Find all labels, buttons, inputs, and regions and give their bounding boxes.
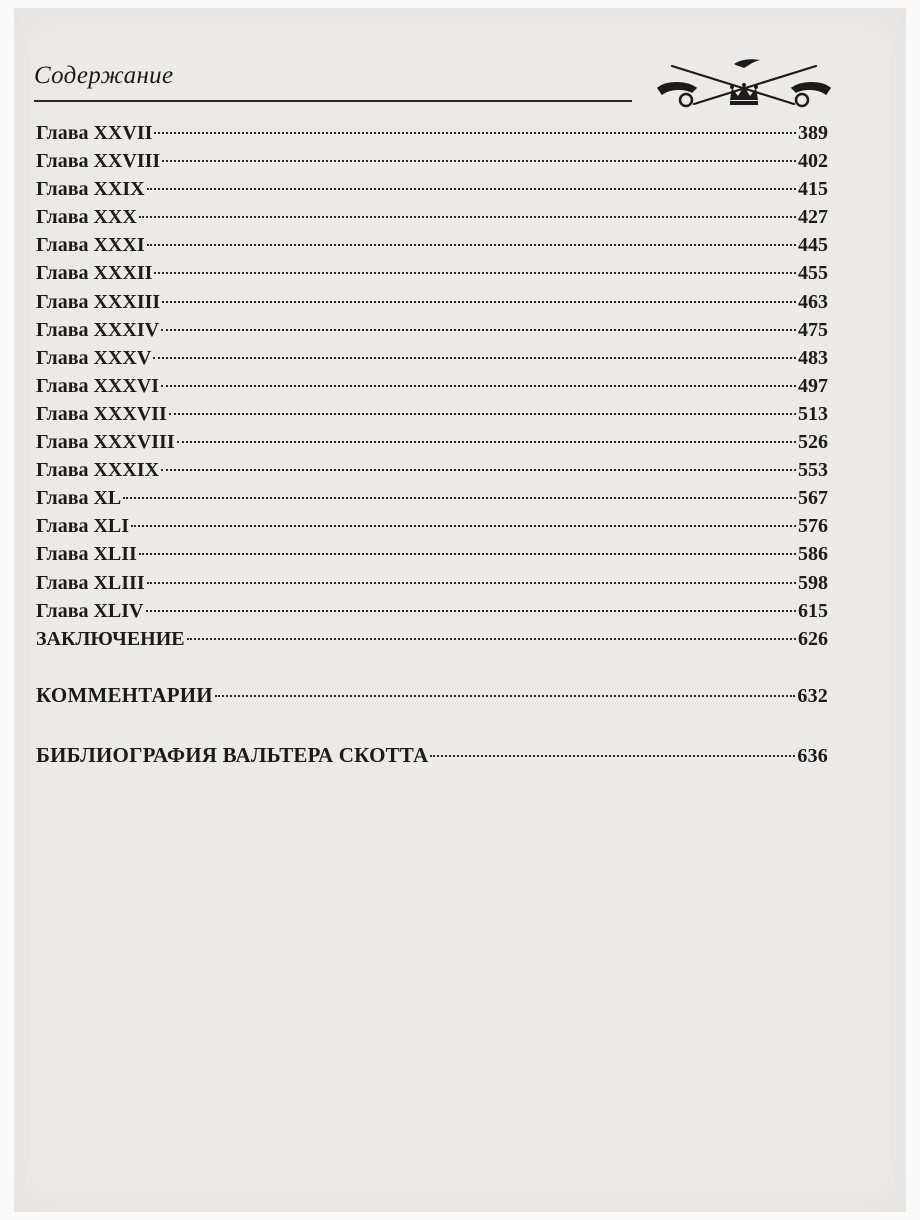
toc-entry[interactable]	[36, 262, 828, 290]
toc-entry-page: 576	[798, 515, 828, 538]
toc-entry-page: 455	[798, 262, 828, 285]
dot-leader	[139, 553, 796, 555]
toc-entry-page: 632	[797, 684, 828, 707]
toc-entry[interactable]	[36, 375, 828, 403]
toc-entry-page: 598	[798, 571, 828, 594]
dot-leader	[161, 329, 796, 331]
dot-leader	[146, 610, 797, 612]
toc-entry[interactable]	[36, 319, 828, 347]
dot-leader	[430, 755, 795, 757]
toc-entry-label: Глава XXVII	[36, 122, 153, 144]
toc-entry-page: 513	[798, 402, 828, 425]
toc-entry-label: Глава XLIV	[36, 599, 144, 622]
dot-leader	[215, 695, 796, 697]
toc-entry[interactable]	[36, 347, 828, 375]
header-rule	[34, 100, 632, 102]
dot-leader	[154, 272, 796, 274]
dot-leader	[153, 357, 796, 359]
toc-entry-page: 427	[798, 206, 828, 229]
toc-entry-commentary[interactable]	[36, 683, 828, 711]
toc-entry-label: ЗАКЛЮЧЕНИЕ	[36, 627, 185, 650]
toc-entry[interactable]	[36, 234, 828, 262]
toc-entry-label: Глава XLII	[36, 543, 137, 566]
toc-entry-page: 483	[798, 346, 828, 369]
section-title: Содержание	[34, 62, 174, 89]
toc-entry[interactable]	[36, 291, 828, 319]
dot-leader	[147, 188, 796, 190]
dot-leader	[154, 132, 796, 134]
toc-entry[interactable]	[36, 403, 828, 431]
toc-entry-page: 475	[798, 318, 828, 341]
toc-entry-page: 615	[798, 599, 828, 622]
toc-entry-page: 402	[798, 150, 828, 173]
toc-entry-label: Глава XLI	[36, 515, 130, 538]
toc-entry-label: Глава XL	[36, 487, 122, 510]
toc-entry-page: 553	[798, 459, 828, 482]
book-page	[14, 8, 906, 1212]
toc-entry-label: Глава XXXVI	[36, 374, 160, 397]
toc-entry-label: Глава XXVIII	[36, 150, 161, 173]
toc-entry-label: Глава XXXIX	[36, 459, 160, 482]
toc-entry-page: 567	[798, 487, 828, 510]
toc-entry-page: 389	[798, 122, 828, 144]
toc-entry-page: 463	[798, 290, 828, 313]
toc-entry[interactable]	[36, 628, 828, 656]
toc-entry[interactable]	[36, 459, 828, 487]
toc-entry-label: Глава XXXIII	[36, 290, 161, 313]
toc-entry-label: Глава XXXVIII	[36, 431, 175, 454]
toc-entry-page: 526	[798, 431, 828, 454]
toc-entry-label: КОММЕНТАРИИ	[36, 682, 213, 707]
toc-entry[interactable]	[36, 206, 828, 234]
toc-entry[interactable]	[36, 178, 828, 206]
dot-leader	[161, 469, 796, 471]
toc-entry-label: Глава XXIX	[36, 178, 145, 201]
toc-entry[interactable]	[36, 487, 828, 515]
toc-entry[interactable]	[36, 150, 828, 178]
page-header	[34, 58, 834, 118]
toc-entry-label: Глава XXXI	[36, 234, 145, 257]
toc-entry[interactable]	[36, 515, 828, 543]
crossed-swords-crown-emblem-icon	[644, 58, 840, 118]
toc-entry-page: 586	[798, 543, 828, 566]
dot-leader	[147, 244, 796, 246]
toc-entry[interactable]	[36, 572, 828, 600]
dot-leader	[147, 582, 796, 584]
toc-entry[interactable]	[36, 122, 828, 150]
dot-leader	[139, 216, 796, 218]
toc-entry-label: Глава XXXVII	[36, 402, 167, 425]
toc-entry-label: Глава XXXII	[36, 262, 153, 285]
toc-entry-label: Глава XXX	[36, 206, 137, 229]
toc-entry-label: БИБЛИОГРАФИЯ ВАЛЬТЕРА СКОТТА	[36, 742, 429, 767]
dot-leader	[161, 385, 796, 387]
toc-entry-label: Глава XXXV	[36, 346, 152, 369]
dot-leader	[123, 497, 796, 499]
toc-entry[interactable]	[36, 431, 828, 459]
toc-entry[interactable]	[36, 543, 828, 571]
toc-entry-label: Глава XLIII	[36, 571, 145, 594]
toc-entry[interactable]	[36, 600, 828, 628]
table-of-contents	[36, 122, 828, 771]
toc-entry-bibliography[interactable]	[36, 743, 828, 771]
toc-entry-page: 415	[798, 178, 828, 201]
dot-leader	[169, 413, 796, 415]
dot-leader	[177, 441, 796, 443]
toc-entry-label: Глава XXXIV	[36, 318, 160, 341]
toc-entry-page: 445	[798, 234, 828, 257]
toc-entry-page: 626	[798, 627, 828, 650]
dot-leader	[162, 301, 796, 303]
toc-entry-page: 497	[798, 374, 828, 397]
dot-leader	[131, 525, 796, 527]
dot-leader	[187, 638, 796, 640]
toc-entry-page: 636	[797, 744, 828, 767]
dot-leader	[162, 160, 796, 162]
